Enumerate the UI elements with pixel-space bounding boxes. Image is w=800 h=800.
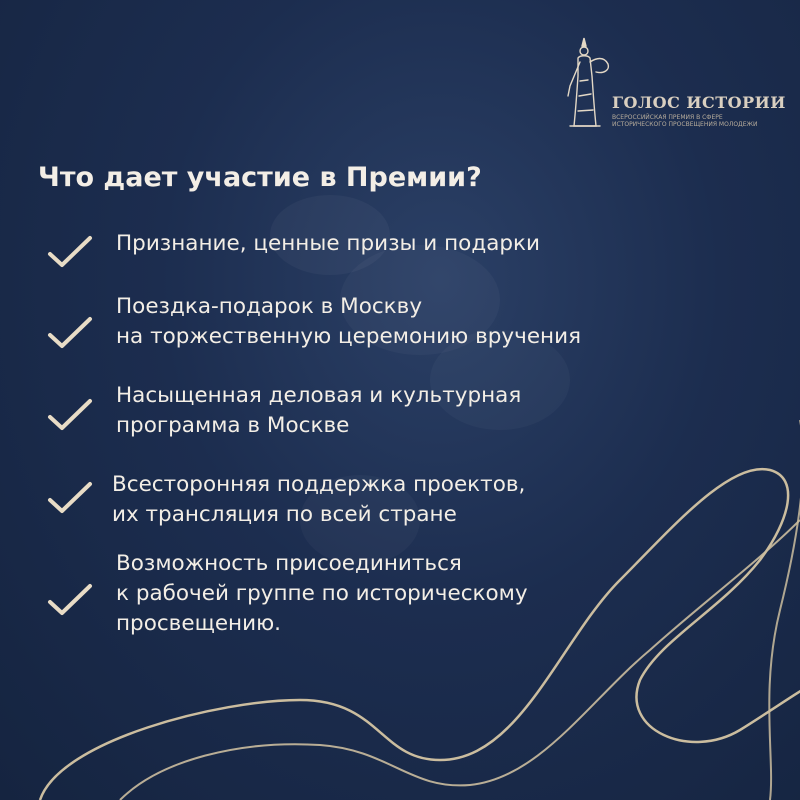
brand-subtitle bbox=[612, 114, 800, 128]
benefit-line: Признание, ценные призы и подарки bbox=[116, 231, 540, 256]
benefit-line: на торжественную церемонию вручения bbox=[116, 324, 582, 349]
page-title: Что дает участие в Премии? bbox=[38, 162, 482, 193]
benefit-line: к рабочей группе по историческому bbox=[116, 581, 528, 606]
check-icon bbox=[46, 234, 94, 270]
check-icon bbox=[46, 315, 94, 351]
brand-logo bbox=[560, 36, 786, 136]
benefit-text bbox=[116, 549, 528, 639]
flowing-gold-line-3 bbox=[769, 420, 800, 800]
benefit-text bbox=[112, 470, 525, 530]
brand-subtitle-line1: ВСЕРОССИЙСКАЯ ПРЕМИЯ В СФЕРЕ bbox=[612, 114, 723, 121]
benefit-line: просвещению. bbox=[116, 611, 282, 636]
benefit-line: программа в Москве bbox=[116, 413, 350, 438]
benefit-text bbox=[116, 229, 540, 259]
statue-logo-icon bbox=[560, 36, 612, 132]
benefit-line: Всесторонняя поддержка проектов, bbox=[112, 472, 526, 497]
benefit-line: их трансляция по всей стране bbox=[112, 502, 457, 527]
check-icon bbox=[46, 582, 94, 618]
benefit-line: Насыщенная деловая и культурная bbox=[116, 383, 522, 408]
benefit-line: Возможность присоединиться bbox=[116, 551, 462, 576]
benefit-line: Поездка-подарок в Москву bbox=[116, 294, 423, 319]
check-icon bbox=[46, 397, 94, 433]
benefit-text bbox=[116, 381, 521, 441]
brand-name: ГОЛОС ИСТОРИИ bbox=[612, 93, 786, 112]
check-icon bbox=[46, 480, 94, 516]
brand-subtitle-line2: ИСТОРИЧЕСКОГО ПРОСВЕЩЕНИЯ МОЛОДЕЖИ bbox=[612, 121, 758, 128]
benefit-text bbox=[116, 292, 581, 352]
